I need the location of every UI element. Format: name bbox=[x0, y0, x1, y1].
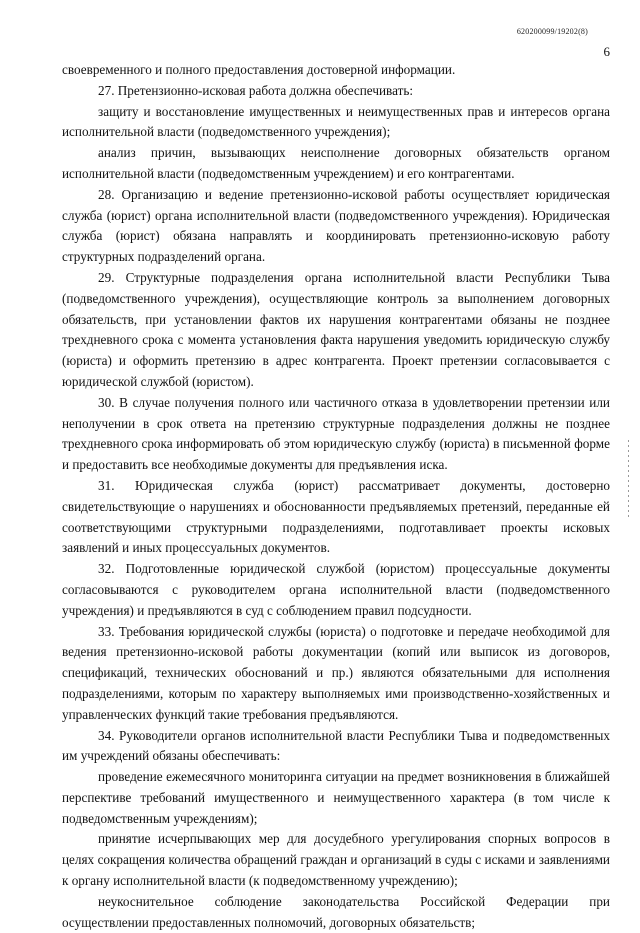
paragraph-item-32: 32. Подготовленные юридической службой (юристом) процессуальные документы согласовываются с руководителем органа исполнительной власти (подведомственного учреждения) и предъявляются в суд с соблюдением правил подсудности. bbox=[62, 561, 610, 618]
paragraph-item-33: 33. Требования юридической службы (юриста) о подготовке и передаче необходимой для ведения претензионно-исковой работы документации (копий или выписок из договоров, спецификаций, технических обоснований и пр.) являются обязательными для исполнения подразделениями, которым по характеру выполняемых ими производственно-хозяйственных и управленческих функций такие требования предъявляются. bbox=[62, 623, 610, 722]
page-number: 6 bbox=[603, 44, 610, 59]
paragraph-item-34: 34. Руководители органов исполнительной власти Республики Тыва и подведомственных им учреждений обязаны обеспечивать: bbox=[62, 727, 610, 764]
document-code: 620200099/19202(8) bbox=[516, 27, 588, 36]
document-body bbox=[62, 60, 610, 933]
paragraph-item-30: 30. В случае получения полного или частичного отказа в удовлетворении претензии или неполучении в срок ответа на претензию структурные подразделения должны не позднее трехдневного срока информировать об этом юридическую службу (юриста) в письменной форме и предоставить все необходимые документы для предъявления иска. bbox=[62, 394, 610, 473]
paragraph-item-34-clause-1: проведение ежемесячного мониторинга ситуации на предмет возникновения в ближайшей перспективе требований имущественного и неимущественного характера (в том числе к подведомственным учреждениям); bbox=[62, 769, 610, 826]
paragraph-item-27: 27. Претензионно-исковая работа должна обеспечивать: bbox=[98, 82, 414, 98]
scan-margin-mark bbox=[628, 440, 629, 520]
paragraph-item-29: 29. Структурные подразделения органа исполнительной власти Республики Тыва (подведомственного учреждения), осуществляющие контроль за выполнением договорных обязательств, при установлении фактов их нарушения контрагентами обязаны не позднее трехдневного срока с момента установления факта нарушения уведомить юридическую службу (юриста) и оформить претензию в адрес контрагента. Проект претензии согласовывается с юридической службой (юристом). bbox=[62, 269, 610, 389]
paragraph-item-34-clause-2: принятие исчерпывающих мер для досудебного урегулирования спорных вопросов в целях сокращения количества обращений граждан и организаций в суды с исками и заявлениями к органу исполнительной власти (к подведомственному учреждению); bbox=[62, 831, 610, 889]
paragraph-item-27-clause-1: защиту и восстановление имущественных и неимущественных прав и интересов органа исполнительной власти (подведомственного учреждения); bbox=[62, 103, 610, 140]
paragraph-item-27-clause-2: анализ причин, вызывающих неисполнение договорных обязательств органом исполнительной власти (подведомственным учреждением) и его контрагентами. bbox=[62, 145, 610, 181]
paragraph-item-34-clause-3: неукоснительное соблюдение законодательства Российской Федерации при осуществлении предоставленных полномочий, договорных обязательств; bbox=[62, 893, 610, 930]
paragraph-item-31: 31. Юридическая служба (юрист) рассматривает документы, достоверно свидетельствующие о нарушениях и обоснованности предъявляемых претензий, переданные ей соответствующими структурными подразделениями, подготавливает проекты исковых заявлений и иных процессуальных документов. bbox=[62, 477, 610, 556]
paragraph-item-28: 28. Организацию и ведение претензионно-исковой работы осуществляет юридическая служба (юрист) органа исполнительной власти (подведомственного учреждения). Юридическая служба (юрист) обязана направлять и координировать претензионно-исковую работу структурных подразделений органа. bbox=[62, 186, 610, 265]
paragraph-continuation: своевременного и полного предоставления достоверной информации. bbox=[62, 62, 456, 77]
